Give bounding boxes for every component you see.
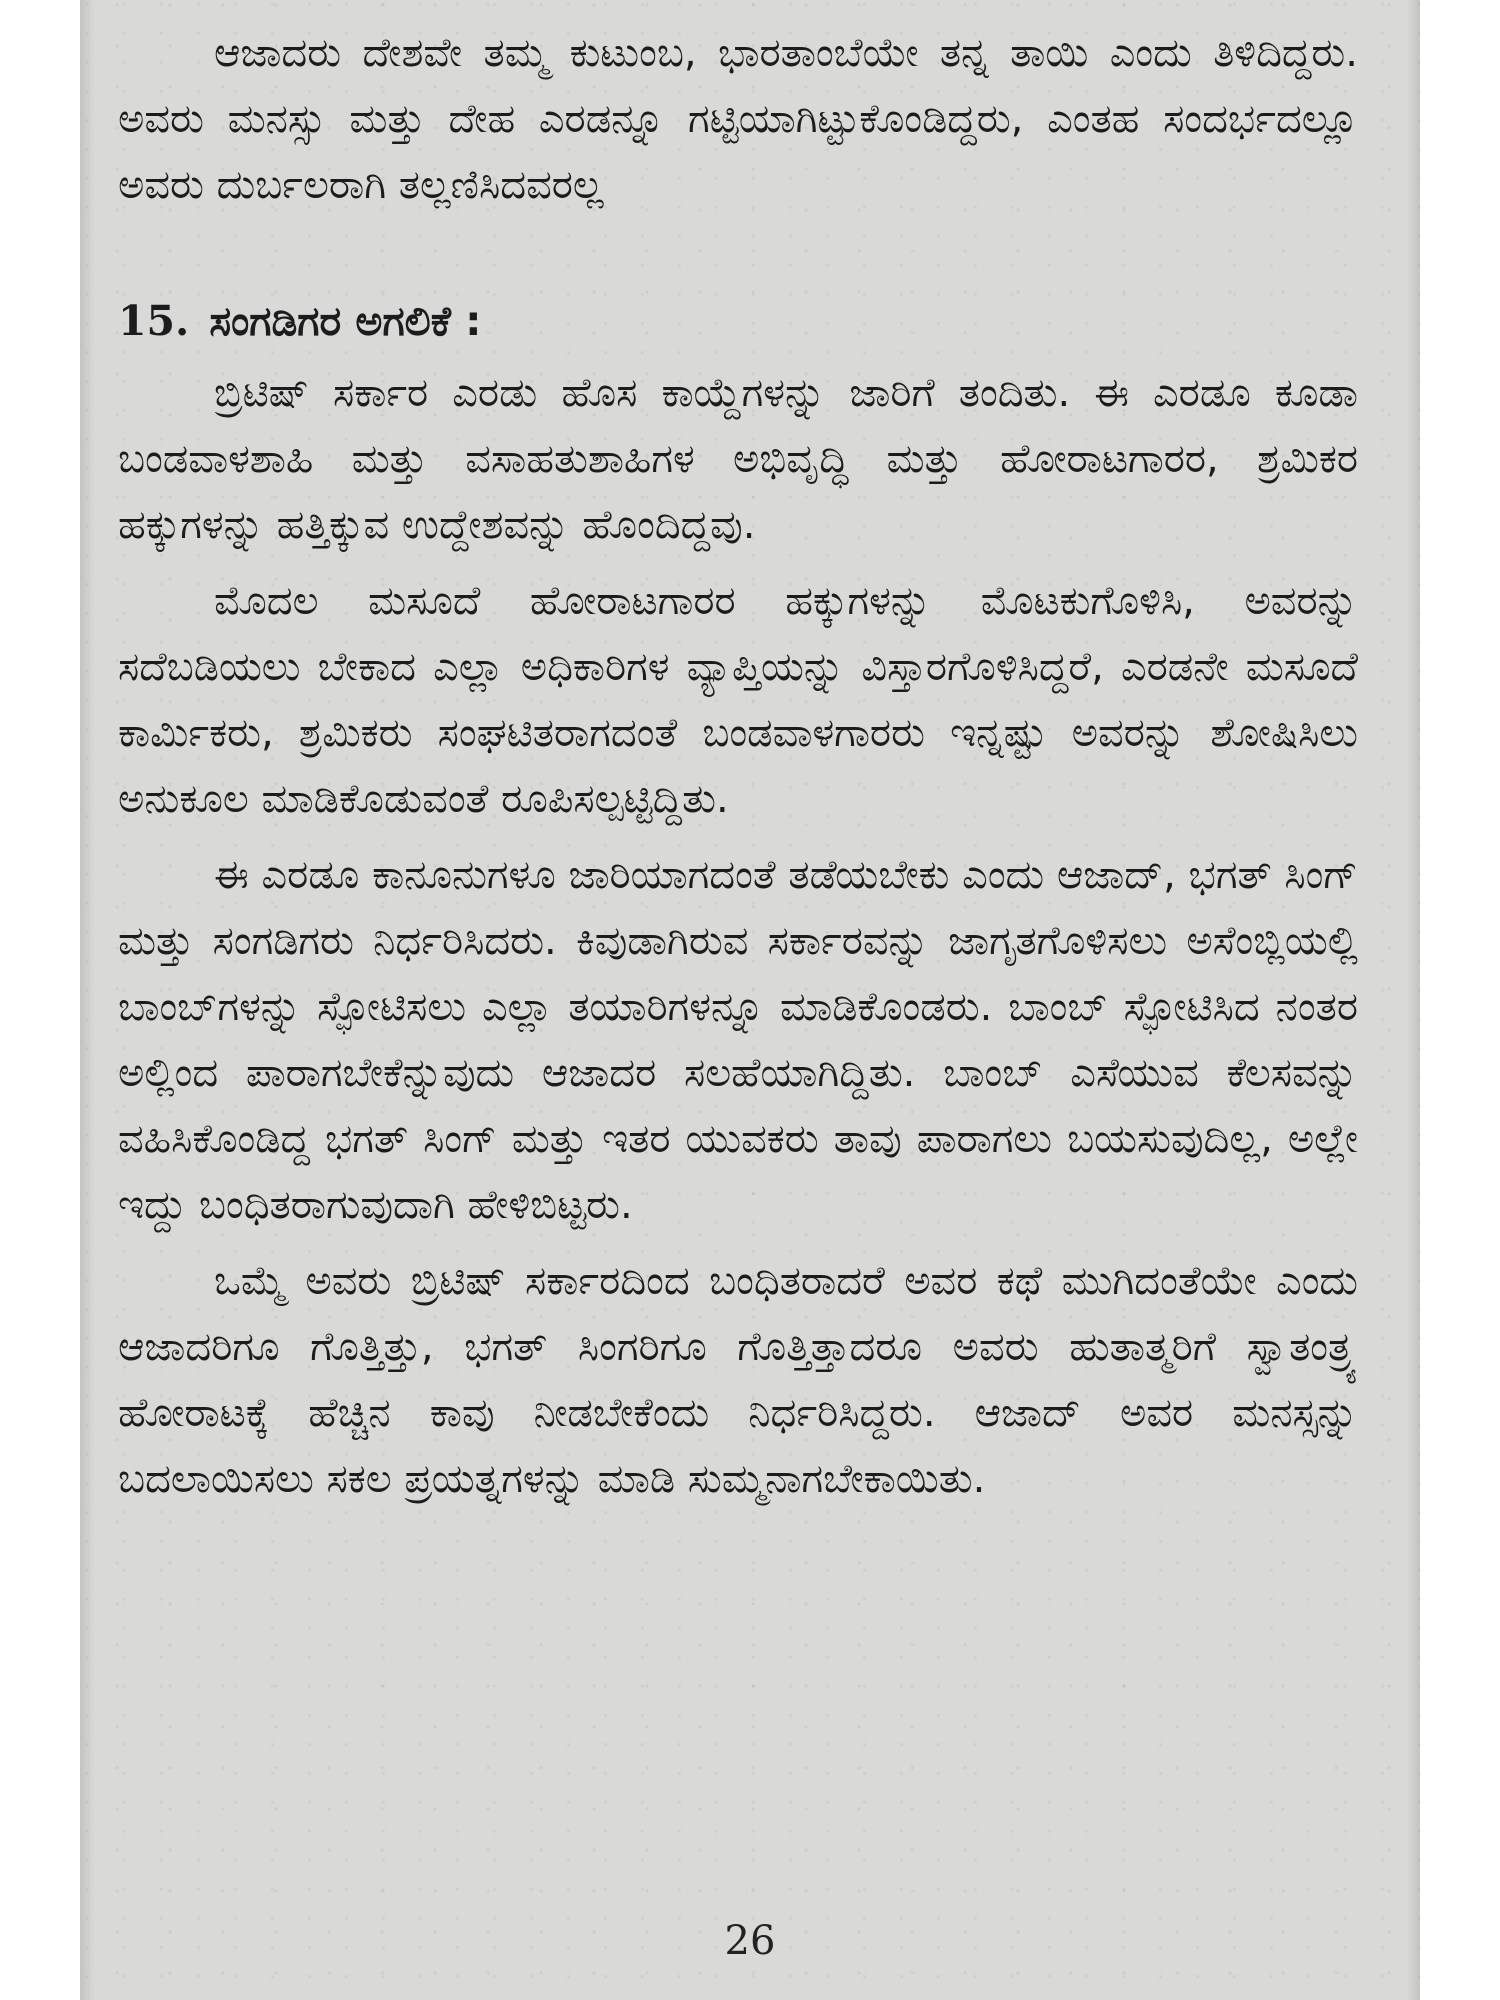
- section-number: 15.: [118, 297, 190, 345]
- page-right-edge: [1406, 0, 1420, 2000]
- section-title: ಸಂಗಡಿಗರ ಅಗಲಿಕೆ :: [209, 297, 482, 345]
- page-number: 26: [724, 1918, 776, 1964]
- section-heading: [118, 288, 1358, 354]
- paragraph-3: ಈ ಎರಡೂ ಕಾನೂನುಗಳೂ ಜಾರಿಯಾಗದಂತೆ ತಡೆಯಬೇಕು ಎಂದು ಆಜಾದ್, ಭಗತ್ ಸಿಂಗ್ ಮತ್ತು ಸಂಗಡಿಗರು ನಿರ್ಧರಿಸಿದರು. ಕಿವುಡಾಗಿರುವ ಸರ್ಕಾರವನ್ನು ಜಾಗೃತಗೊಳಿಸಲು ಅಸೆಂಬ್ಲಿಯಲ್ಲಿ ಬಾಂಬ್‌ಗಳನ್ನು ಸ್ಫೋಟಿಸಲು ಎಲ್ಲಾ ತಯಾರಿಗಳನ್ನೂ ಮಾಡಿಕೊಂಡರು. ಬಾಂಬ್ ಸ್ಫೋಟಿಸಿದ ನಂತರ ಅಲ್ಲಿಂದ ಪಾರಾಗಬೇಕೆನ್ನುವುದು ಆಜಾದರ ಸಲಹೆಯಾಗಿದ್ದಿತು. ಬಾಂಬ್ ಎಸೆಯುವ ಕೆಲಸವನ್ನು ವಹಿಸಿಕೊಂಡಿದ್ದ ಭಗತ್ ಸಿಂಗ್ ಮತ್ತು ಇತರ ಯುವಕರು ತಾವು ಪಾರಾಗಲು ಬಯಸುವುದಿಲ್ಲ, ಅಲ್ಲೇ ಇದ್ದು ಬಂಧಿತರಾಗುವುದಾಗಿ ಹೇಳಿಬಿಟ್ಟರು.: [118, 852, 1358, 1228]
- intro-paragraph: ಆಜಾದರು ದೇಶವೇ ತಮ್ಮ ಕುಟುಂಬ, ಭಾರತಾಂಬೆಯೇ ತನ್ನ ತಾಯಿ ಎಂದು ತಿಳಿದಿದ್ದರು. ಅವರು ಮನಸ್ಸು ಮತ್ತು ದೇಹ ಎರಡನ್ನೂ ಗಟ್ಟಿಯಾಗಿಟ್ಟುಕೊಂಡಿದ್ದರು, ಎಂತಹ ಸಂದರ್ಭದಲ್ಲೂ ಅವರು ದುರ್ಬಲರಾಗಿ ತಲ್ಲಣಿಸಿದವರಲ್ಲ: [118, 30, 1358, 208]
- page-left-edge: [80, 0, 94, 2000]
- paragraph-2: ಮೊದಲ ಮಸೂದೆ ಹೋರಾಟಗಾರರ ಹಕ್ಕುಗಳನ್ನು ಮೊಟಕುಗೊಳಿಸಿ, ಅವರನ್ನು ಸದೆಬಡಿಯಲು ಬೇಕಾದ ಎಲ್ಲಾ ಅಧಿಕಾರಿಗಳ ವ್ಯಾಪ್ತಿಯನ್ನು ವಿಸ್ತಾರಗೊಳಿಸಿದ್ದರೆ, ಎರಡನೇ ಮಸೂದೆ ಕಾರ್ಮಿಕರು, ಶ್ರಮಿಕರು ಸಂಘಟಿತರಾಗದಂತೆ ಬಂಡವಾಳಗಾರರು ಇನ್ನಷ್ಟು ಅವರನ್ನು ಶೋಷಿಸಿಲು ಅನುಕೂಲ ಮಾಡಿಕೊಡುವಂತೆ ರೂಪಿಸಲ್ಪಟ್ಟಿದ್ದಿತು.: [118, 578, 1358, 822]
- paragraph-1: ಬ್ರಿಟಿಷ್ ಸರ್ಕಾರ ಎರಡು ಹೊಸ ಕಾಯ್ದೆಗಳನ್ನು ಜಾರಿಗೆ ತಂದಿತು. ಈ ಎರಡೂ ಕೂಡಾ ಬಂಡವಾಳಶಾಹಿ ಮತ್ತು ವಸಾಹತುಶಾಹಿಗಳ ಅಭಿವೃದ್ಧಿ ಮತ್ತು ಹೋರಾಟಗಾರರ, ಶ್ರಮಿಕರ ಹಕ್ಕುಗಳನ್ನು ಹತ್ತಿಕ್ಕುವ ಉದ್ದೇಶವನ್ನು ಹೊಂದಿದ್ದವು.: [118, 370, 1358, 548]
- page-body: [118, 20, 1358, 1512]
- paragraph-4: ಒಮ್ಮೆ ಅವರು ಬ್ರಿಟಿಷ್ ಸರ್ಕಾರದಿಂದ ಬಂಧಿತರಾದರೆ ಅವರ ಕಥೆ ಮುಗಿದಂತೆಯೇ ಎಂದು ಆಜಾದರಿಗೂ ಗೊತ್ತಿತ್ತು, ಭಗತ್ ಸಿಂಗರಿಗೂ ಗೊತ್ತಿತ್ತಾದರೂ ಅವರು ಹುತಾತ್ಮರಿಗೆ ಸ್ವಾತಂತ್ರ್ಯ ಹೋರಾಟಕ್ಕೆ ಹೆಚ್ಚಿನ ಕಾವು ನೀಡಬೇಕೆಂದು ನಿರ್ಧರಿಸಿದ್ದರು. ಆಜಾದ್ ಅವರ ಮನಸ್ಸನ್ನು ಬದಲಾಯಿಸಲು ಸಕಲ ಪ್ರಯತ್ನಗಳನ್ನು ಮಾಡಿ ಸುಮ್ಮನಾಗಬೇಕಾಯಿತು.: [118, 1258, 1358, 1502]
